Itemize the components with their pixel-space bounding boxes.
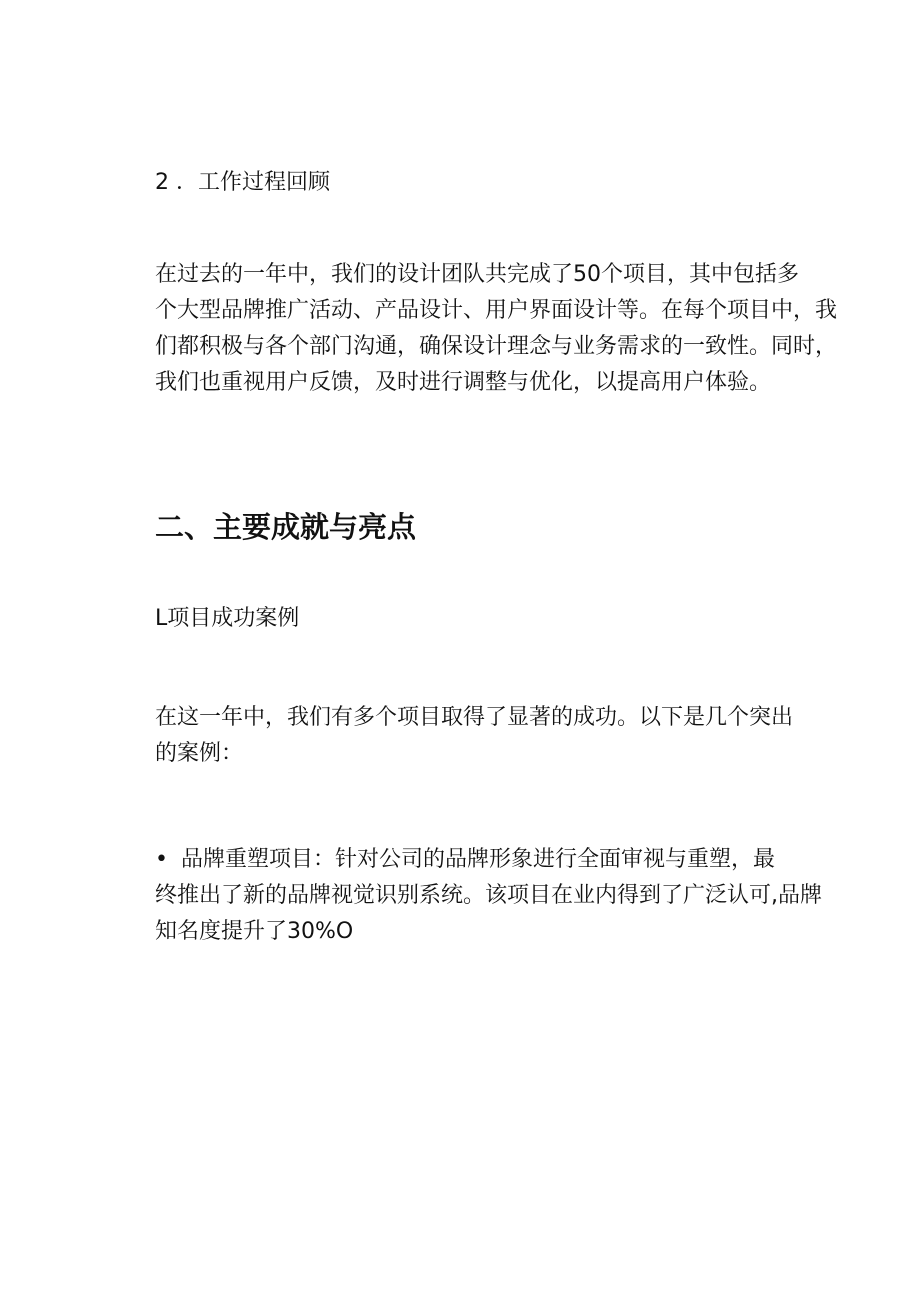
list-item-brand-rebuild bbox=[155, 842, 822, 950]
paragraph-line: 个大型品牌推广活动、产品设计、用户界面设计等。在每个项目中，我 bbox=[155, 298, 838, 323]
section-subheading-work-review: 2 ．工作过程回顾 bbox=[155, 170, 330, 195]
paragraph-line: 在过去的一年中，我们的设计团队共完成了50个项目，其中包括多 bbox=[155, 262, 799, 287]
paragraph-line: 我们也重视用户反馈，及时进行调整与优化，以提高用户体验。 bbox=[155, 370, 772, 395]
list-item-line: 品牌重塑项目：针对公司的品牌形象进行全面审视与重塑，最 bbox=[181, 847, 776, 872]
bullet-marker: • bbox=[155, 847, 168, 872]
work-review-paragraph bbox=[155, 257, 838, 401]
list-item-text bbox=[155, 842, 822, 950]
list-item-line: 终推出了新的品牌视觉识别系统。该项目在业内得到了广泛认可,品牌 bbox=[155, 883, 822, 908]
list-item-line: 知名度提升了30%O bbox=[155, 919, 354, 944]
paragraph-line: 们都积极与各个部门沟通，确保设计理念与业务需求的一致性。同时， bbox=[155, 334, 838, 359]
paragraph-line: 在这一年中，我们有多个项目取得了显著的成功。以下是几个突出 bbox=[155, 705, 794, 730]
paragraph-line: 的案例： bbox=[155, 741, 244, 766]
section-heading-achievements: 二、主要成就与亮点 bbox=[155, 510, 417, 544]
success-cases-paragraph bbox=[155, 700, 805, 772]
section-subheading-success-cases: L项目成功案例 bbox=[155, 606, 300, 631]
